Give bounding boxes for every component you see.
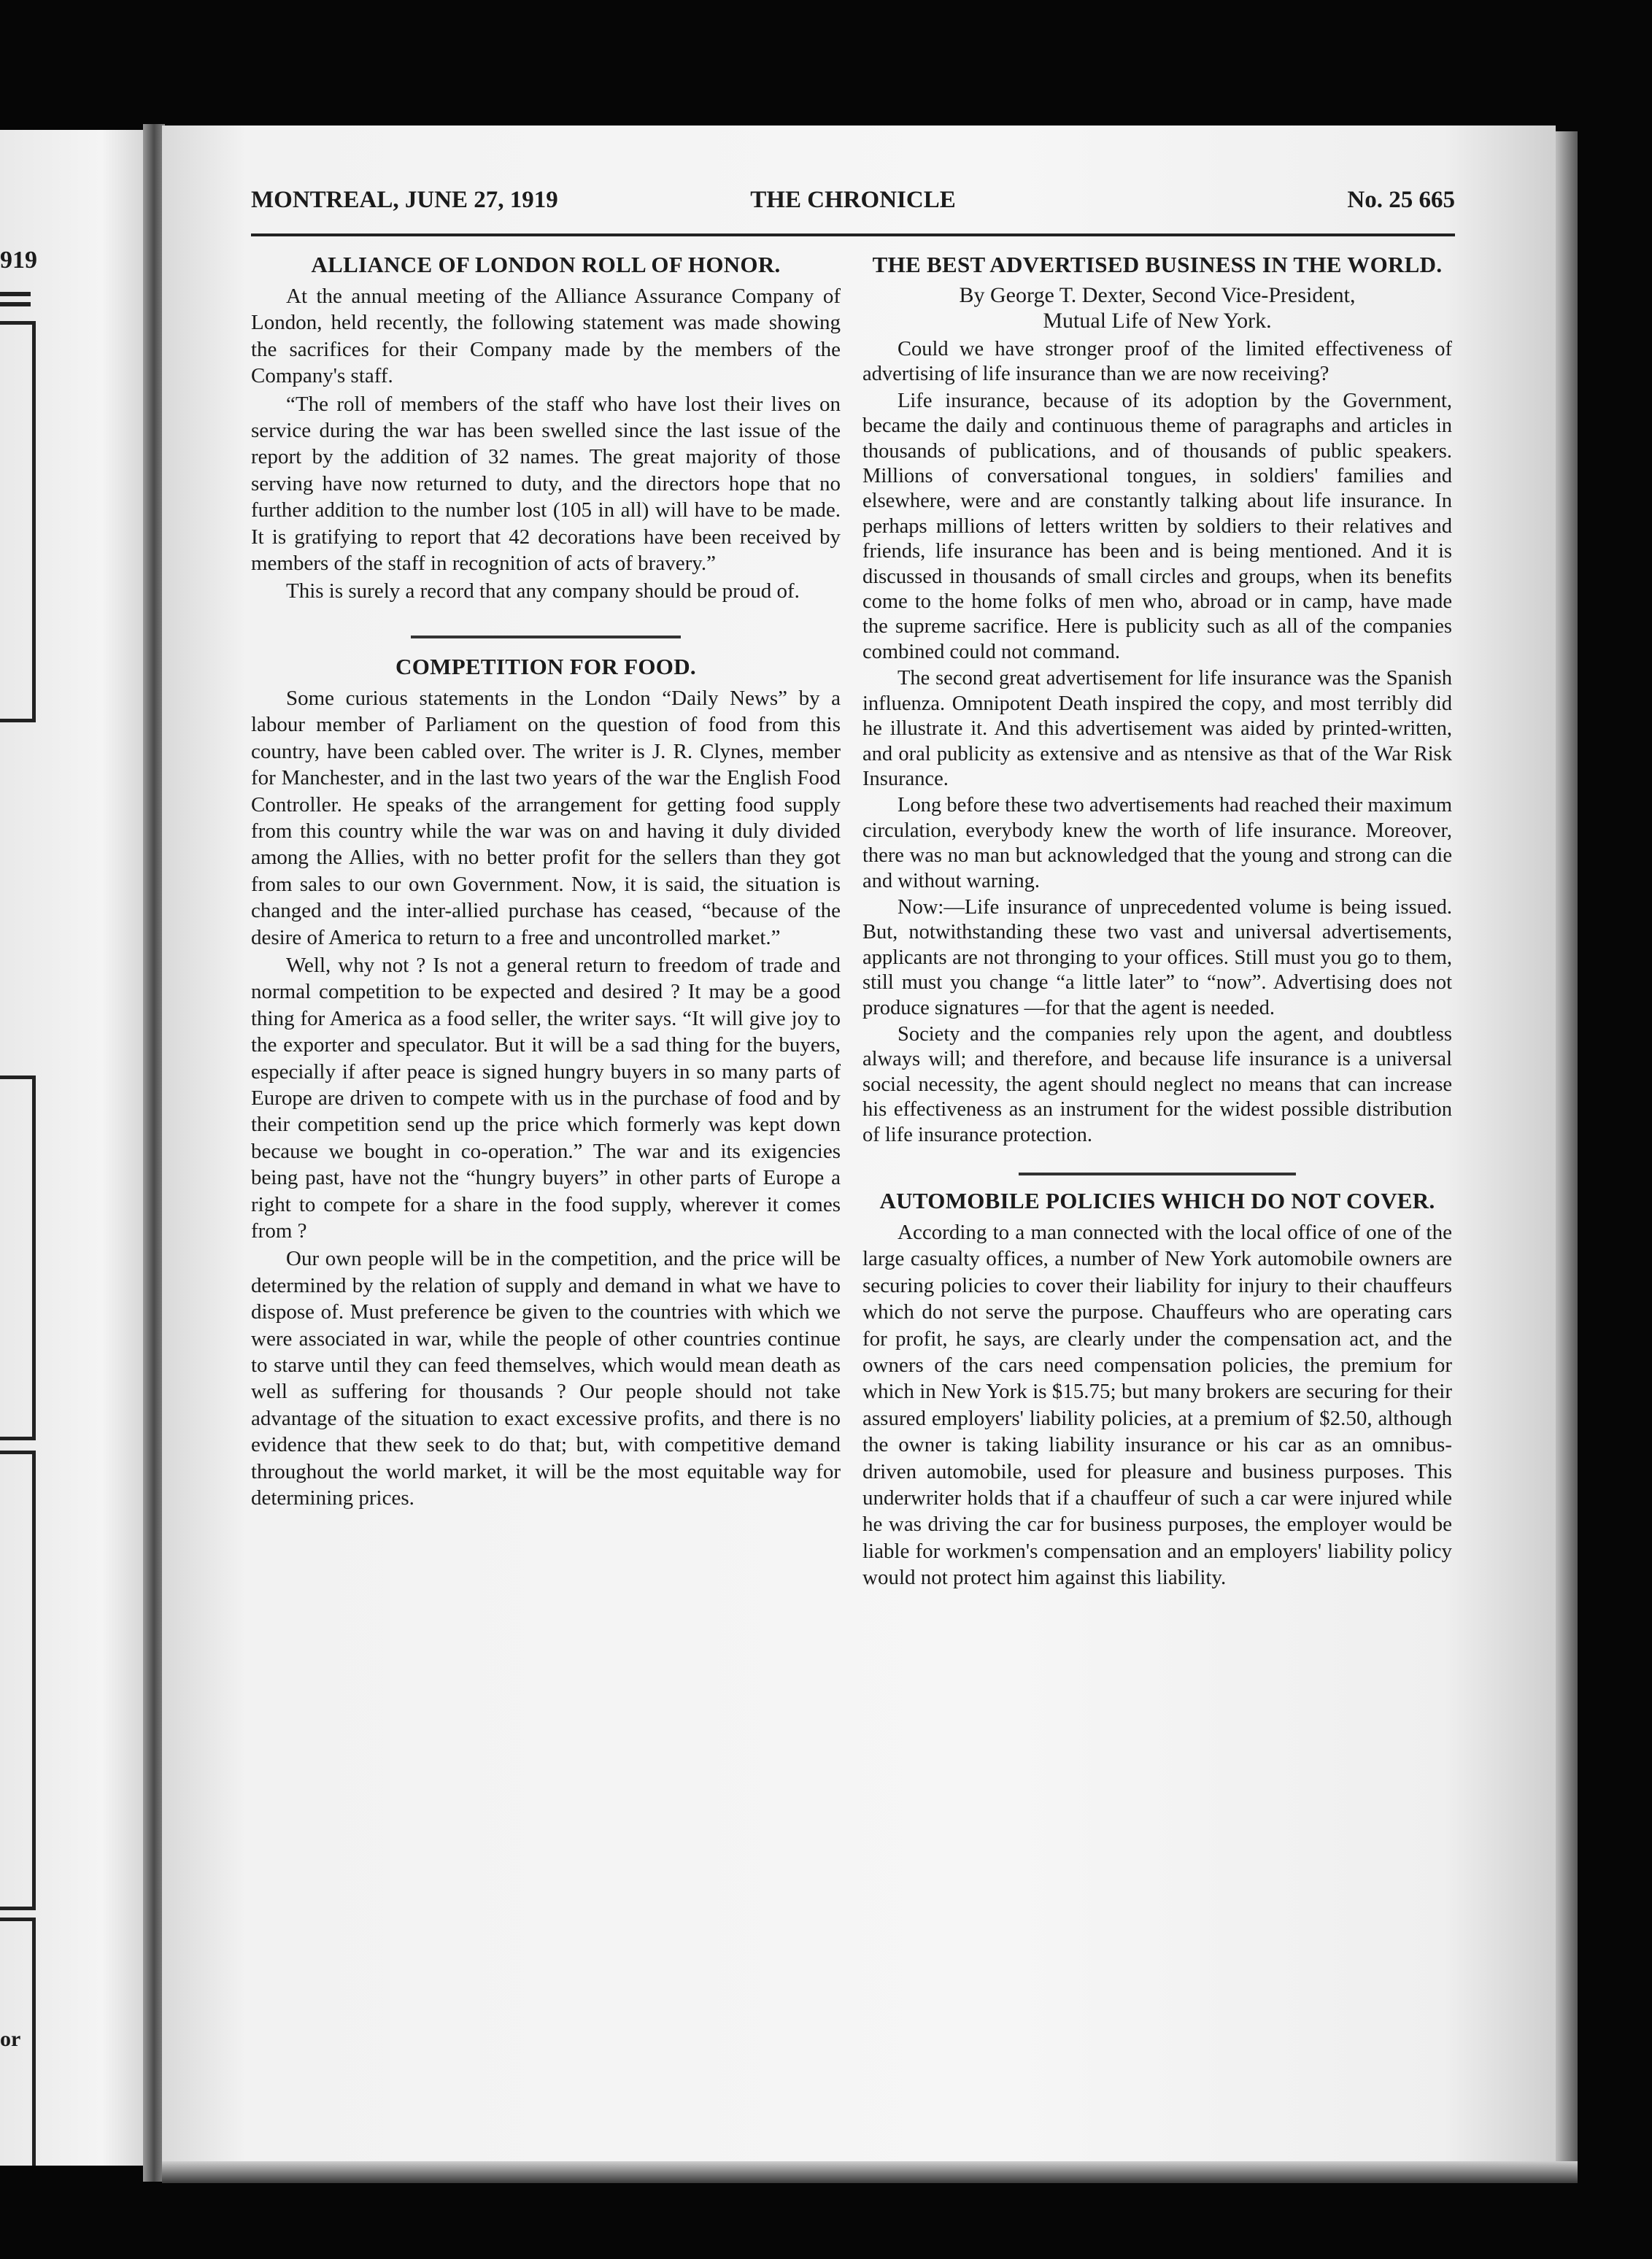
- header-issue-page: No. 25 665: [1347, 187, 1455, 213]
- article-title: ALLIANCE OF LONDON ROLL OF HONOR.: [311, 252, 781, 277]
- adjacent-rule: [0, 302, 31, 306]
- adjacent-box: [0, 1451, 36, 1910]
- left-column: [251, 242, 841, 1513]
- article-paragraph: Some curious statements in the London “Daily News” by a labour member of Parliament on the question of food from this country, have been cabled over. The writer is J. R. Clynes, member for Manchester, and in the last two years of the war the English Food Controller. He speaks of the arrangement for getting food supply from this country while the war was on and having it duly divided among the Allies, with no better profit for the sellers than they got from sales to our own Government. Now, it is said, the situation is changed and the inter-allied purchase has ceased, “because of the desire of America to return to a free and uncontrolled market.”: [251, 686, 841, 949]
- article-paragraph: Long before these two advertisements had reached their maximum circulation, everybody knew the worth of life insurance. Moreover, there was no man but acknowledged that the young and strong can die and without warning.: [862, 794, 1452, 892]
- article-alliance: [251, 252, 841, 605]
- article-paragraph: The second great advertisement for life insurance was the Spanish influenza. Omnipotent Death inspired the copy, and most terribly did he illustrate it. And this advertisement was aided by printed-written, and oral publicity as extensive and as ntensive as that of the War Risk Insurance.: [862, 667, 1452, 790]
- article-paragraph: “The roll of members of the staff who have lost their lives on service during the war has been swelled since the last issue of the report by the addition of 32 names. The great majority of those serving have now returned to duty, and the directors hope that no further addition to the number lost (105 in all) will have to be made. It is gratifying to report that 42 decorations have been received by members of the staff in recognition of acts of bravery.”: [251, 392, 841, 576]
- right-column: [862, 242, 1452, 1593]
- page-bottom-edge: [162, 2161, 1578, 2183]
- article-advertised: [862, 252, 1452, 1148]
- article-title: AUTOMOBILE POLICIES WHICH DO NOT COVER.: [879, 1188, 1435, 1213]
- newspaper-page: [162, 126, 1556, 2161]
- article-paragraph: Our own people will be in the competition, and the price will be determined by the relation of supply and demand in what we have to dispose of. Must preference be given to the countries with which we were associated in war, while the people of other countries continue to starve until they can feed themselves, which would mean death as well as suffering for thousands ? Our people should not take advantage of the situation to exact excessive profits, and there is no evidence that thew seek to do that; but, with competitive demand throughout the world market, it will be the most equitable way for determining prices.: [251, 1247, 841, 1510]
- adjacent-rule: [0, 292, 31, 296]
- header-rule: [251, 233, 1455, 236]
- article-paragraph: This is surely a record that any company should be proud of.: [286, 579, 800, 603]
- adjacent-page-year: 919: [0, 247, 37, 274]
- adjacent-page-fragment: [0, 130, 146, 2166]
- adjacent-box: [0, 1076, 36, 1440]
- section-divider: [411, 636, 681, 638]
- page-edge-shadow: [1556, 131, 1578, 2167]
- article-paragraph: Well, why not ? Is not a general return to freedom of trade and normal competition to be expected and desired ? It may be a good thing for America as a food seller, the writer says. “It will give joy to the exporter and speculator. But it will be a sad thing for the buyers, especially if after peace is signed hungry buyers in so many parts of Europe are driven to compete with us in the purchase of food and by their competition send up the price which formerly was kept down because we bought in co-operation.” The war and its exigencies being past, have not the “hungry buyers” in other parts of Europe a right to compete for a share in the food supply, wherever it comes from ?: [251, 953, 841, 1243]
- article-paragraph: Life insurance, because of its adoption by the Government, became the daily and continuous theme of paragraphs and articles in thousands of publications, and of thousands of public speakers. Millions of conversational tongues, in soldiers' families and elsewhere, were and are constantly talking about life insurance. In perhaps millions of letters written by soldiers to their relatives and friends, life insurance has been and is being mentioned. And it is discussed in thousands of small circles and groups, when its benefits come to the home folks of men who, abroad or in camp, have made the supreme sacrifice. Here is publicity such as all of the companies combined could not command.: [862, 389, 1452, 663]
- article-byline: Mutual Life of New York.: [1043, 309, 1272, 333]
- article-title: THE BEST ADVERTISED BUSINESS IN THE WORLD.: [872, 252, 1443, 277]
- adjacent-box: [0, 321, 36, 722]
- article-paragraph: Society and the companies rely upon the agent, and doubtless always will; and therefore, and because life insurance is a universal social necessity, the agent should neglect no means that can increase his effectiveness as an instrument for the widest possible distribution of life insurance protection.: [862, 1022, 1452, 1146]
- article-competition: [251, 654, 841, 1512]
- article-paragraph: Now:—Life insurance of unprecedented volume is being issued. But, notwithstanding these two vast and universal advertisements, applicants are not thronging to your offices. Still must you go to them, still must you change “a little later” to “now”. Advertising does not produce signatures —for that the agent is needed.: [862, 895, 1452, 1019]
- article-byline: By George T. Dexter, Second Vice-President,: [959, 283, 1356, 307]
- article-paragraph: Could we have stronger proof of the limited effectiveness of advertising of life insurance than we are now receiving?: [862, 338, 1452, 386]
- adjacent-page-text: or: [0, 2027, 21, 2051]
- running-header: [251, 187, 1455, 223]
- article-paragraph: At the annual meeting of the Alliance Assurance Company of London, held recently, the following statement was made showing the sacrifices for their Company made by the members of the Company's staff.: [251, 285, 841, 388]
- section-divider: [1019, 1173, 1296, 1175]
- header-date: MONTREAL, JUNE 27, 1919: [251, 187, 558, 213]
- article-paragraph: According to a man connected with the local office of one of the large casualty offices, a number of New York automobile owners are securing policies to cover their liability for injury to their chauffeurs which do not serve the purpose. Chauffeurs who are operating cars for profit, he says, are clearly under the compensation act, and the owners of the cars need compensation policies, the premium for which in New York is $15.75; but many brokers are securing for their assured employers' liability policies, at a premium of $2.50, although the owner is taking liability insurance or his car as an omnibus-driven automobile, used for pleasure and business purposes. This underwriter holds that if a chauffeur of such a car were injured while he was driving the car for business purposes, the employer would be liable for workmen's compensation and an employers' liability policy would not protect him against this liability.: [862, 1221, 1452, 1590]
- header-publication: THE CHRONICLE: [750, 187, 956, 213]
- article-title: COMPETITION FOR FOOD.: [395, 653, 696, 679]
- article-automobile: [862, 1189, 1452, 1591]
